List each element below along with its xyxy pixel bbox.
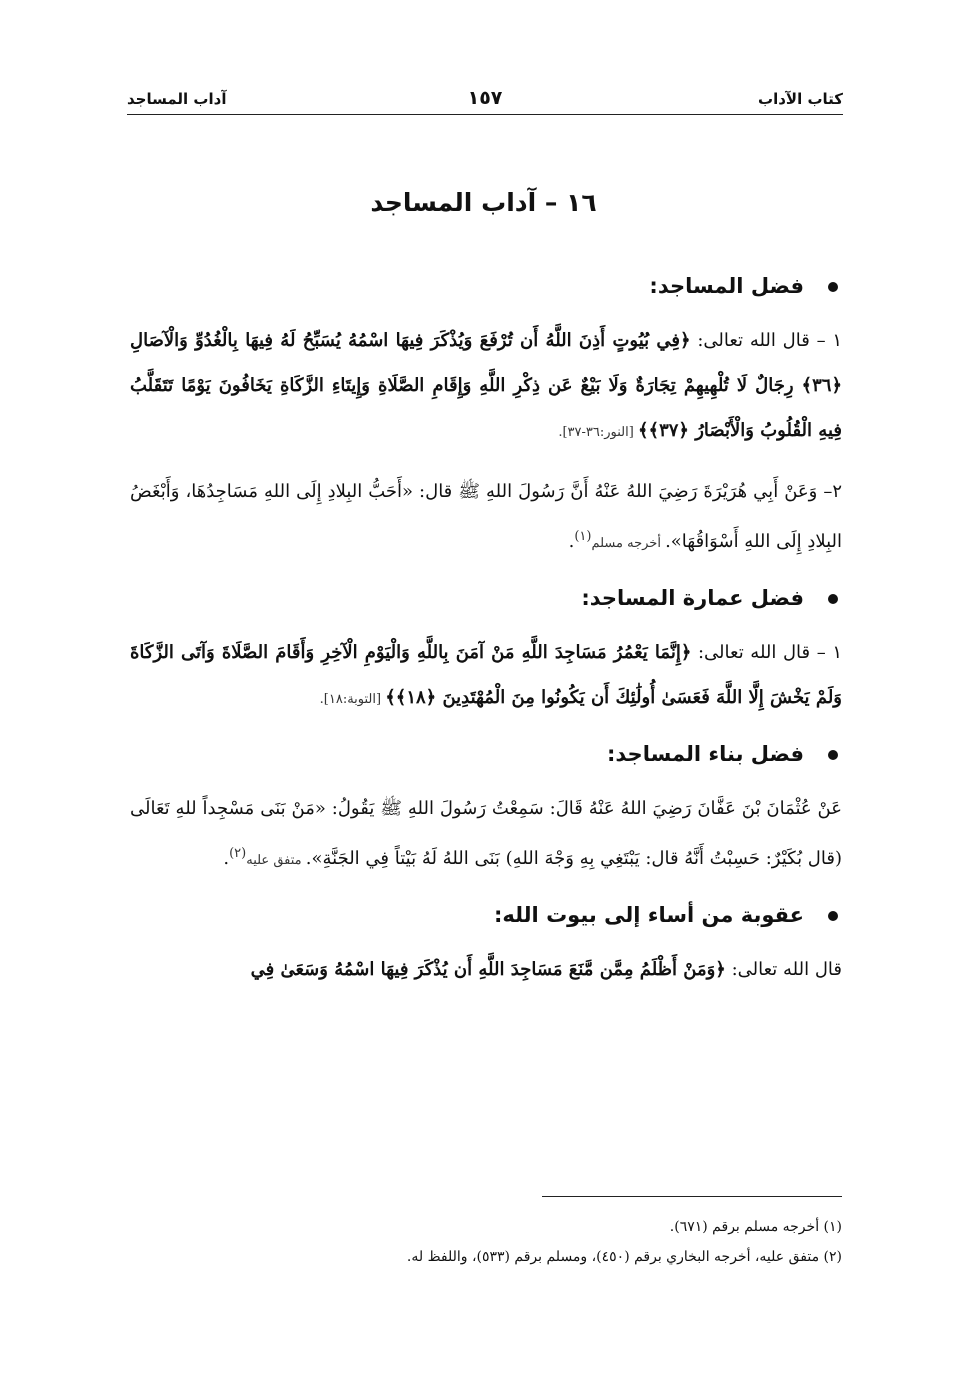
hadith-source: متفق عليه	[246, 853, 306, 868]
section-title: فضل المساجد:	[649, 274, 804, 298]
footnote-marker[interactable]: (١)	[574, 529, 592, 544]
quran-text: ﴿فِي بُيُوتٍ أَذِنَ اللَّهُ أَن تُرْفَعَ وَيُذْكَرَ فِيهَا اسْمُهُ يُسَبِّحُ لَهُ فِيهَا بِالْغُدُوِّ وَالْآصَالِ ﴿٣٦﴾ رِجَالٌ لَا تُلْهِيهِمْ تِجَارَةٌ وَلَا بَيْعٌ عَن ذِكْرِ اللَّهِ وَإِقَامِ الصَّلَاةِ وَإِيتَاءِ الزَّكَاةِ يَخَافُونَ يَوْمًا تَتَقَلَّبُ فِيهِ الْقُلُوبُ وَالْأَبْصَارُ ﴿٣٧﴾﴾	[130, 330, 842, 441]
hadith-text: ٢– وَعَنْ أَبِي هُرَيْرَةَ رَضِيَ اللهُ عَنْهُ أَنَّ رَسُولَ اللهِ ﷺ قال: «أَحَبُّ البِلادِ إِلَى اللهِ مَسَاجِدُهَا، وَأَبْغَضُ البِلادِ إِلَى اللهِ أَسْوَاقُهَا».	[130, 481, 842, 552]
section-title: فضل عمارة المساجد:	[581, 586, 804, 610]
paragraph-quran-verse	[130, 630, 842, 722]
section-heading	[130, 897, 842, 933]
section-title: عقوبة من أساء إلى بيوت الله:	[493, 903, 804, 927]
paragraph-quran-verse	[130, 947, 842, 992]
footnotes	[130, 1212, 842, 1272]
running-chapter-title: آداب المساجد	[127, 90, 227, 108]
bullet-icon	[828, 594, 838, 604]
section-heading	[130, 736, 842, 772]
footnote-item: (٢) متفق عليه، أخرجه البخاري برقم (٤٥٠)، ومسلم برقم (٥٣٣)، واللفظ له.	[406, 1249, 842, 1265]
paragraph-lead: ١ – قال الله تعالى:	[691, 642, 842, 663]
section-title: فضل بناء المساجد:	[607, 742, 804, 766]
quran-text: ﴿إِنَّمَا يَعْمُرُ مَسَاجِدَ اللَّهِ مَنْ آمَنَ بِاللَّهِ وَالْيَوْمِ الْآخِرِ وَأَقَامَ الصَّلَاةَ وَآتَى الزَّكَاةَ وَلَمْ يَخْشَ إِلَّا اللَّهَ فَعَسَىٰ أُولَٰئِكَ أَن يَكُونُوا مِنَ الْمُهْتَدِينَ ﴿١٨﴾﴾	[130, 642, 842, 708]
chapter-heading: ١٦ – آداب المساجد	[370, 188, 597, 217]
paragraph-lead: ١ – قال الله تعالى:	[690, 330, 842, 351]
verse-reference: [التوبة:١٨].	[319, 692, 386, 707]
hadith-text: عَنْ عُثْمَانَ بْنَ عَفَّانَ رَضِيَ اللهُ عَنْهُ قَالَ: سَمِعْتُ رَسُولَ اللهِ ﷺ يَقُولُ: «مَنْ بَنَى مَسْجِداً للهِ تَعَالَى (قال بُكَيْرٌ: حَسِبْتُ أَنَّهُ قال: يَبْتَغِي بِهِ وَجْهَ اللهِ) بَنَى اللهُ لَهُ بَيْتاً فِي الجَنَّةِ».	[130, 798, 842, 869]
section-heading	[130, 268, 842, 304]
paragraph-tail: .	[223, 848, 230, 869]
bullet-icon	[828, 911, 838, 921]
verse-reference: [النور:٣٦-٣٧].	[558, 425, 638, 440]
running-header	[127, 88, 843, 115]
footnote-divider	[542, 1196, 842, 1197]
paragraph-hadith	[130, 786, 842, 883]
footnote-item: (١) أخرجه مسلم برقم (٦٧١).	[669, 1219, 842, 1235]
quran-text: ﴿وَمَنْ أَظْلَمُ مِمَّن مَّنَعَ مَسَاجِدَ اللَّهِ أَن يُذْكَرَ فِيهَا اسْمُهُ وَسَعَىٰ فِي	[250, 959, 726, 980]
hadith-source: أخرجه مسلم	[591, 536, 666, 551]
paragraph-lead: قال الله تعالى:	[725, 959, 842, 980]
page-number: ١٥٧	[467, 87, 503, 109]
main-content	[130, 268, 842, 1006]
footnote-marker[interactable]: (٢)	[229, 846, 247, 861]
bullet-icon	[828, 282, 838, 292]
section-heading	[130, 580, 842, 616]
book-title: كتاب الآداب	[758, 90, 843, 108]
bullet-icon	[828, 750, 838, 760]
paragraph-tail: .	[568, 531, 575, 552]
paragraph-hadith	[130, 469, 842, 566]
paragraph-quran-verse	[130, 318, 842, 455]
